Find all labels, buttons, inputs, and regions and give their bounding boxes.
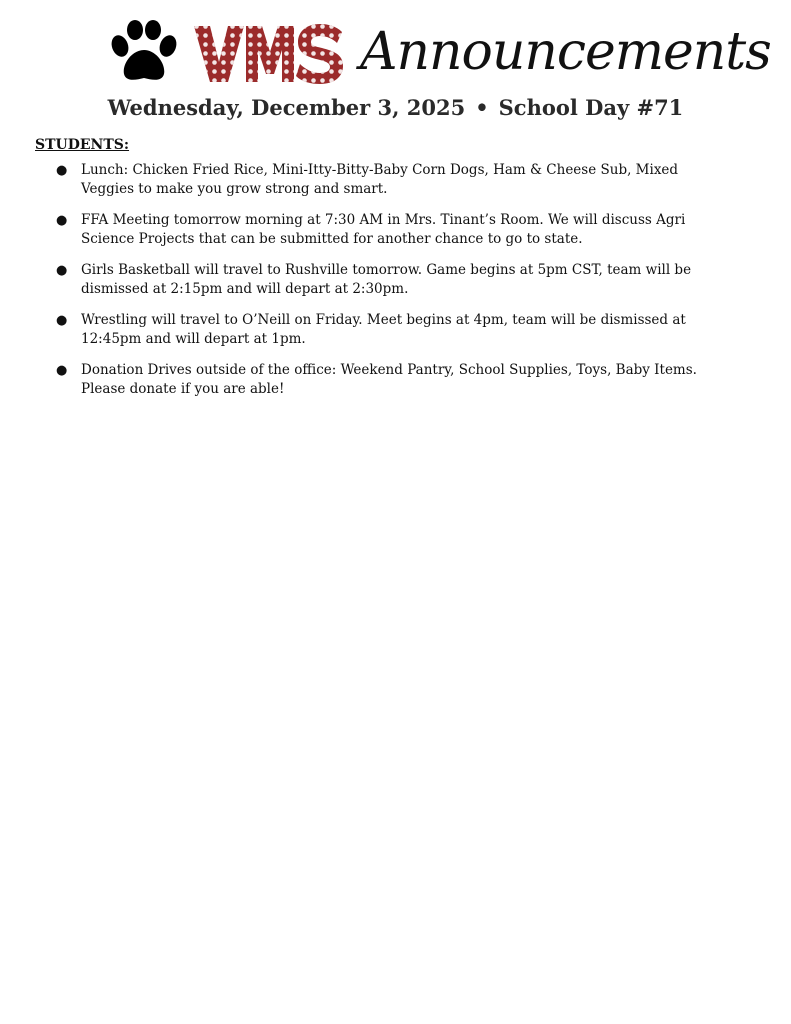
header (0, 14, 791, 90)
section-label-students: STUDENTS: (35, 137, 130, 153)
vms-logo (192, 22, 344, 86)
bullet-icon: ● (56, 263, 68, 278)
bullet-icon: ● (56, 363, 68, 378)
paw-print-icon (108, 20, 180, 86)
list-item-text: Wrestling will travel to O’Neill on Friday. Meet begins at 4pm, team will be dismissed at 12:45pm and will depart at 1pm. (81, 312, 686, 347)
page-title: Announcements (360, 22, 771, 82)
announcement-list (0, 161, 791, 411)
date-line (0, 95, 791, 120)
list-item (0, 211, 791, 249)
bullet-icon: ● (56, 313, 68, 328)
list-item (0, 361, 791, 399)
date-text: Wednesday, December 3, 2025 (107, 95, 466, 120)
bullet-icon: ● (56, 163, 68, 178)
list-item-text: FFA Meeting tomorrow morning at 7:30 AM in Mrs. Tinant’s Room. We will discuss Agri Science Projects that can be submitted for another chance to go to state. (81, 212, 686, 247)
list-item (0, 261, 791, 299)
list-item-text: Girls Basketball will travel to Rushville tomorrow. Game begins at 5pm CST, team will be dismissed at 2:15pm and will depart at 2:30pm. (81, 262, 692, 297)
date-separator: • (475, 95, 489, 120)
vms-logo-letters (194, 24, 343, 84)
list-item-text: Lunch: Chicken Fried Rice, Mini-Itty-Bitty-Baby Corn Dogs, Ham & Cheese Sub, Mixed Veggies to make you grow strong and smart. (81, 162, 679, 197)
list-item (0, 161, 791, 199)
list-item-text: Donation Drives outside of the office: Weekend Pantry, School Supplies, Toys, Baby Items. Please donate if you are able! (81, 362, 697, 397)
list-item (0, 311, 791, 349)
school-day-text: School Day #71 (498, 95, 684, 120)
bullet-icon: ● (56, 213, 68, 228)
